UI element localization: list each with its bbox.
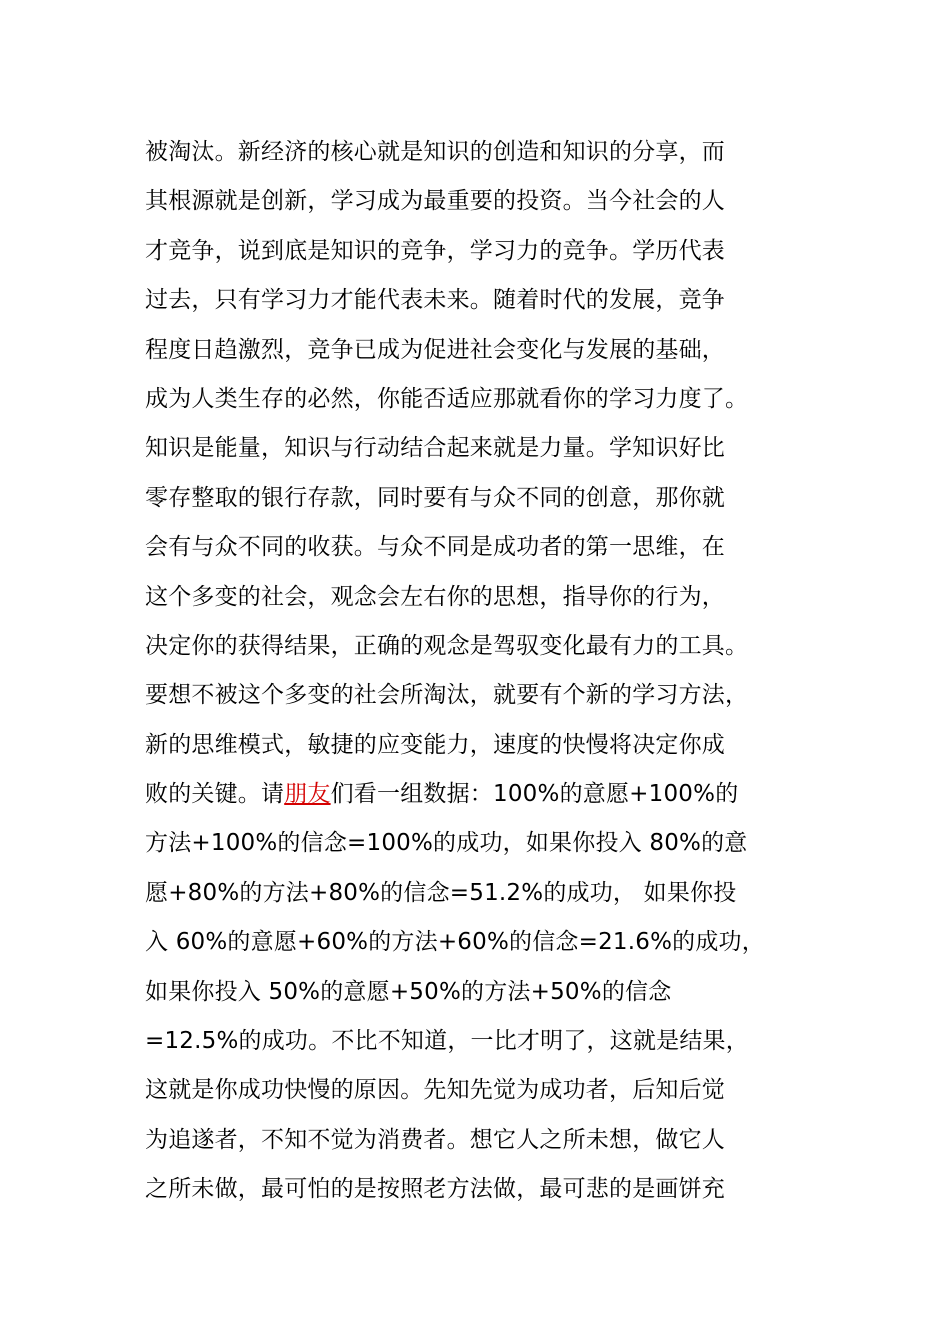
text-line-6: 成为人类生存的必然，你能否适应那就看你的学习力度了。 xyxy=(145,385,749,412)
text-line-10: 这个多变的社会，观念会左右你的思想，指导你的行为， xyxy=(145,583,725,610)
text-segment: 败的关键。请 xyxy=(145,781,285,808)
text-line-13: 新的思维模式，敏捷的应变能力，速度的快慢将决定你成 xyxy=(145,731,725,758)
text-line-21: 为追遂者，不知不觉为消费者。想它人之所未想，做它人 xyxy=(145,1126,725,1153)
text-line-7: 知识是能量，知识与行动结合起来就是力量。学知识好比 xyxy=(145,435,725,462)
text-line-3: 才竞争，说到底是知识的竞争，学习力的竞争。学历代表 xyxy=(145,237,725,264)
body-text xyxy=(145,128,845,1215)
text-line-14 xyxy=(145,770,845,819)
friend-link[interactable]: 朋友 xyxy=(284,781,331,808)
text-line-17: 入 60%的意愿+60%的方法+60%的信念=21.6%的成功， xyxy=(145,929,765,956)
text-line-16: 愿+80%的方法+80%的信念=51.2%的成功， 如果你投 xyxy=(145,879,737,906)
text-line-4: 过去，只有学习力才能代表未来。随着时代的发展，竞争 xyxy=(145,287,725,314)
text-line-12: 要想不被这个多变的社会所淘汰，就要有个新的学习方法， xyxy=(145,682,749,709)
text-line-11: 决定你的获得结果，正确的观念是驾驭变化最有力的工具。 xyxy=(145,632,749,659)
text-line-1: 被淘汰。新经济的核心就是知识的创造和知识的分享，而 xyxy=(145,139,725,165)
text-segment: 们看一组数据：100%的意愿+100%的 xyxy=(330,781,739,808)
text-line-20: 这就是你成功快慢的原因。先知先觉为成功者，后知后觉 xyxy=(145,1077,725,1104)
text-line-15: 方法+100%的信念=100%的成功，如果你投入 80%的意 xyxy=(145,830,748,857)
text-line-2: 其根源就是创新，学习成为最重要的投资。当今社会的人 xyxy=(145,188,725,215)
text-line-22: 之所未做，最可怕的是按照老方法做，最可悲的是画饼充 xyxy=(145,1176,725,1203)
text-line-5: 程度日趋激烈，竞争已成为促进社会变化与发展的基础， xyxy=(145,336,725,363)
text-line-9: 会有与众不同的收获。与众不同是成功者的第一思维，在 xyxy=(145,534,725,561)
text-line-8: 零存整取的银行存款，同时要有与众不同的创意，那你就 xyxy=(145,484,725,511)
text-line-18: 如果你投入 50%的意愿+50%的方法+50%的信念 xyxy=(145,978,672,1005)
text-line-19: =12.5%的成功。不比不知道，一比才明了，这就是结果， xyxy=(145,1028,749,1055)
